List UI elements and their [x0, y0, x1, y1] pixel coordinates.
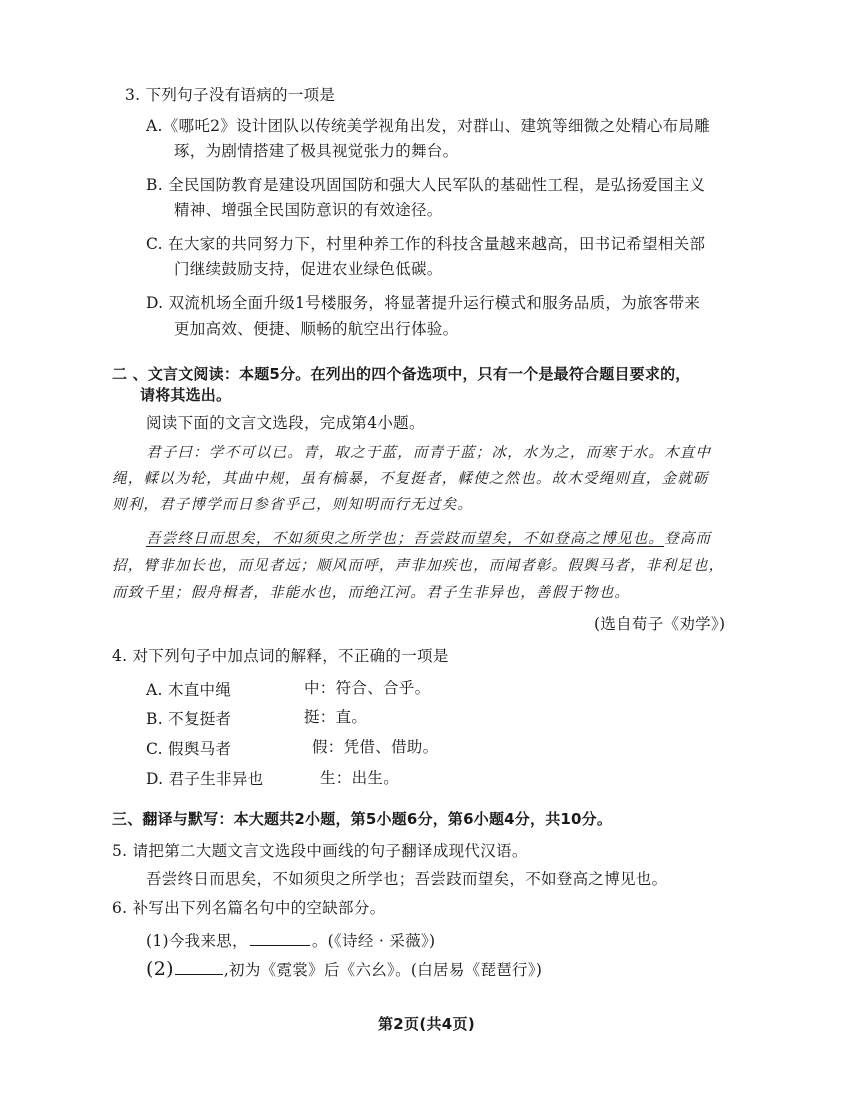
q3-option-c-line1: C. 在大家的共同努力下，村里种养工作的科技含量越来越高，田书记希望相关部	[146, 235, 706, 253]
q6-stem: 6. 补写出下列名篇名句中的空缺部分。	[112, 899, 386, 917]
q4-option-c-gloss: 假：凭借、借助。	[312, 738, 439, 756]
q3-option-a-line1: A.《哪吒2》设计团队以传统美学视角出发，对群山、建筑等细微之处精心布局雕	[146, 117, 711, 135]
passage-source: (选自荀子《劝学》)	[594, 615, 726, 633]
q3-option-a-line2: 琢，为剧情搭建了极具视觉张力的舞台。	[174, 142, 459, 160]
q6-item-1-prefix: (1)今我来思，	[146, 932, 248, 950]
passage-p2-line1	[146, 528, 711, 550]
passage-p1-line2: 绳，輮以为轮，其曲中规，虽有槁暴，不复挺者，輮使之然也。故木受绳则直，金就砺	[112, 471, 709, 487]
q3-option-b-line2: 精神、增强全民国防意识的有效途径。	[174, 201, 443, 219]
passage-p1-line3: 则利，君子博学而日参省乎己，则知明而行无过矣。	[112, 497, 474, 513]
q3-option-d-line1: D. 双流机场全面升级1号楼服务，将显著提升运行模式和服务品质，为旅客带来	[146, 294, 701, 312]
q4-stem: 4. 对下列句子中加点词的解释，不正确的一项是	[112, 647, 449, 665]
passage-p1-line1: 君子曰：学不可以已。青，取之于蓝，而青于蓝；冰，水为之，而寒于水。木直中	[146, 445, 712, 461]
q3-option-b-line1: B. 全民国防教育是建设巩固国防和强大人民军队的基础性工程，是弘扬爱国主义	[146, 176, 706, 194]
q6-item-1-suffix: 。(《诗经 · 采薇》)	[311, 932, 436, 950]
q3-stem: 3. 下列句子没有语病的一项是	[125, 86, 336, 104]
passage-p2-line1-rest: 登高而	[664, 531, 712, 547]
q4-option-d-gloss: 生：出生。	[320, 769, 400, 787]
passage-p2-line3: 而致千里；假舟楫者，非能水也，而绝江河。君子生非异也，善假于物也。	[112, 585, 631, 601]
q4-option-d-sentence: D. 君子生非异也	[146, 770, 264, 788]
q5-sentence: 吾尝终日而思矣，不如须臾之所学也；吾尝跂而望矣，不如登高之博见也。	[146, 870, 668, 888]
q4-option-b-gloss: 挺：直。	[304, 708, 368, 726]
q6-item-2-blank[interactable]	[175, 960, 223, 975]
q4-option-a-gloss: 中：符合、合乎。	[304, 679, 431, 697]
q5-stem: 5. 请把第二大题文言文选段中画线的句子翻译成现代汉语。	[112, 842, 528, 860]
section3-heading: 三、翻译与默写：本大题共2小题，第5小题6分，第6小题4分，共10分。	[112, 810, 613, 828]
q6-item-2-prefix: (2)	[146, 958, 174, 980]
section2-intro: 阅读下面的文言文选段，完成第4小题。	[146, 414, 425, 432]
q3-option-c-line2: 门继续鼓励支持，促进农业绿色低碳。	[174, 260, 443, 278]
q6-item-2	[146, 958, 542, 981]
q4-option-c-sentence: C. 假舆马者	[146, 740, 232, 758]
underlined-sentence: 吾尝终日而思矣，不如须臾之所学也；吾尝跂而望矣，不如登高之博见也。	[146, 531, 665, 547]
q6-item-1	[146, 930, 435, 952]
q6-item-2-suffix: ,初为《霓裳》后《六幺》。(白居易《琵琶行》)	[223, 961, 543, 979]
q4-option-a-sentence: A. 木直中绳	[146, 681, 232, 699]
q4-option-b-sentence: B. 不复挺者	[146, 710, 232, 728]
q6-item-1-blank[interactable]	[250, 931, 310, 946]
passage-p2-line2: 招，臂非加长也，而见者远；顺风而呼，声非加疾也，而闻者彰。假舆马者，非利足也，	[112, 558, 725, 574]
section2-heading-line2: 请将其选出。	[140, 386, 232, 404]
page-number: 第2页(共4页)	[378, 1015, 475, 1033]
section2-heading-line1: 二 、文言文阅读：本题5分。在列出的四个备选项中，只有一个是最符合题目要求的，	[112, 365, 691, 383]
q3-option-d-line2: 更加高效、便捷、顺畅的航空出行体验。	[174, 320, 459, 338]
